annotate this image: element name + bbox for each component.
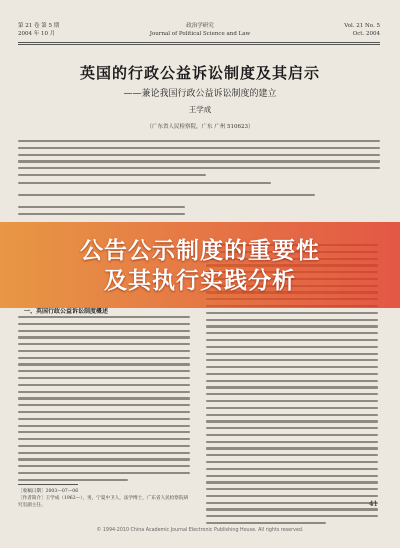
footnote-rule — [18, 484, 78, 485]
author-affiliation: （广东省人民检察院，广东 广州 510623） — [146, 124, 254, 130]
issue-date: 2004 年 10 月 — [18, 31, 56, 37]
classification-line — [18, 194, 380, 201]
article-author: 王学成 — [188, 105, 212, 114]
issue-volume: 第 21 卷 第 5 期 — [18, 23, 60, 29]
received-date: ［收稿日期］2003—07—06 — [18, 489, 79, 494]
abstract-block — [18, 140, 380, 181]
body-column-left — [18, 298, 190, 486]
copyright-footer: © 1994-2010 China Academic Journal Electronic Publishing House. All rights reserved. — [96, 528, 304, 533]
header-rule — [18, 42, 380, 43]
page-number: 41 — [369, 500, 378, 508]
issue-info-en — [344, 22, 380, 38]
keywords-line — [18, 182, 380, 189]
intro-paragraph — [18, 206, 380, 220]
journal-name-cn: 政治学研究 — [186, 23, 214, 29]
journal-name — [0, 22, 400, 38]
volume-en: Vol. 21 No. 5 — [344, 23, 380, 29]
journal-name-en: Journal of Political Science and Law — [149, 31, 251, 37]
section-heading: 一、英国行政公益诉讼制度概述 — [24, 306, 112, 315]
date-en: Oct. 2004 — [352, 31, 380, 37]
banner-headline-line1: 公告公示制度的重要性 — [80, 238, 320, 264]
article-subtitle: ——兼论我国行政公益诉讼制度的建立 — [123, 89, 277, 99]
banner-headline-line2: 及其执行实践分析 — [104, 268, 296, 294]
article-title: 英国的行政公益诉讼制度及其启示 — [79, 64, 320, 82]
author-bio: ［作者简介］王学成（1962—），男，宁夏中卫人，法学博士，广东省人民检察院研究室副主任。 — [18, 496, 189, 508]
header-rule-thin — [18, 44, 380, 45]
footnotes — [18, 488, 190, 509]
